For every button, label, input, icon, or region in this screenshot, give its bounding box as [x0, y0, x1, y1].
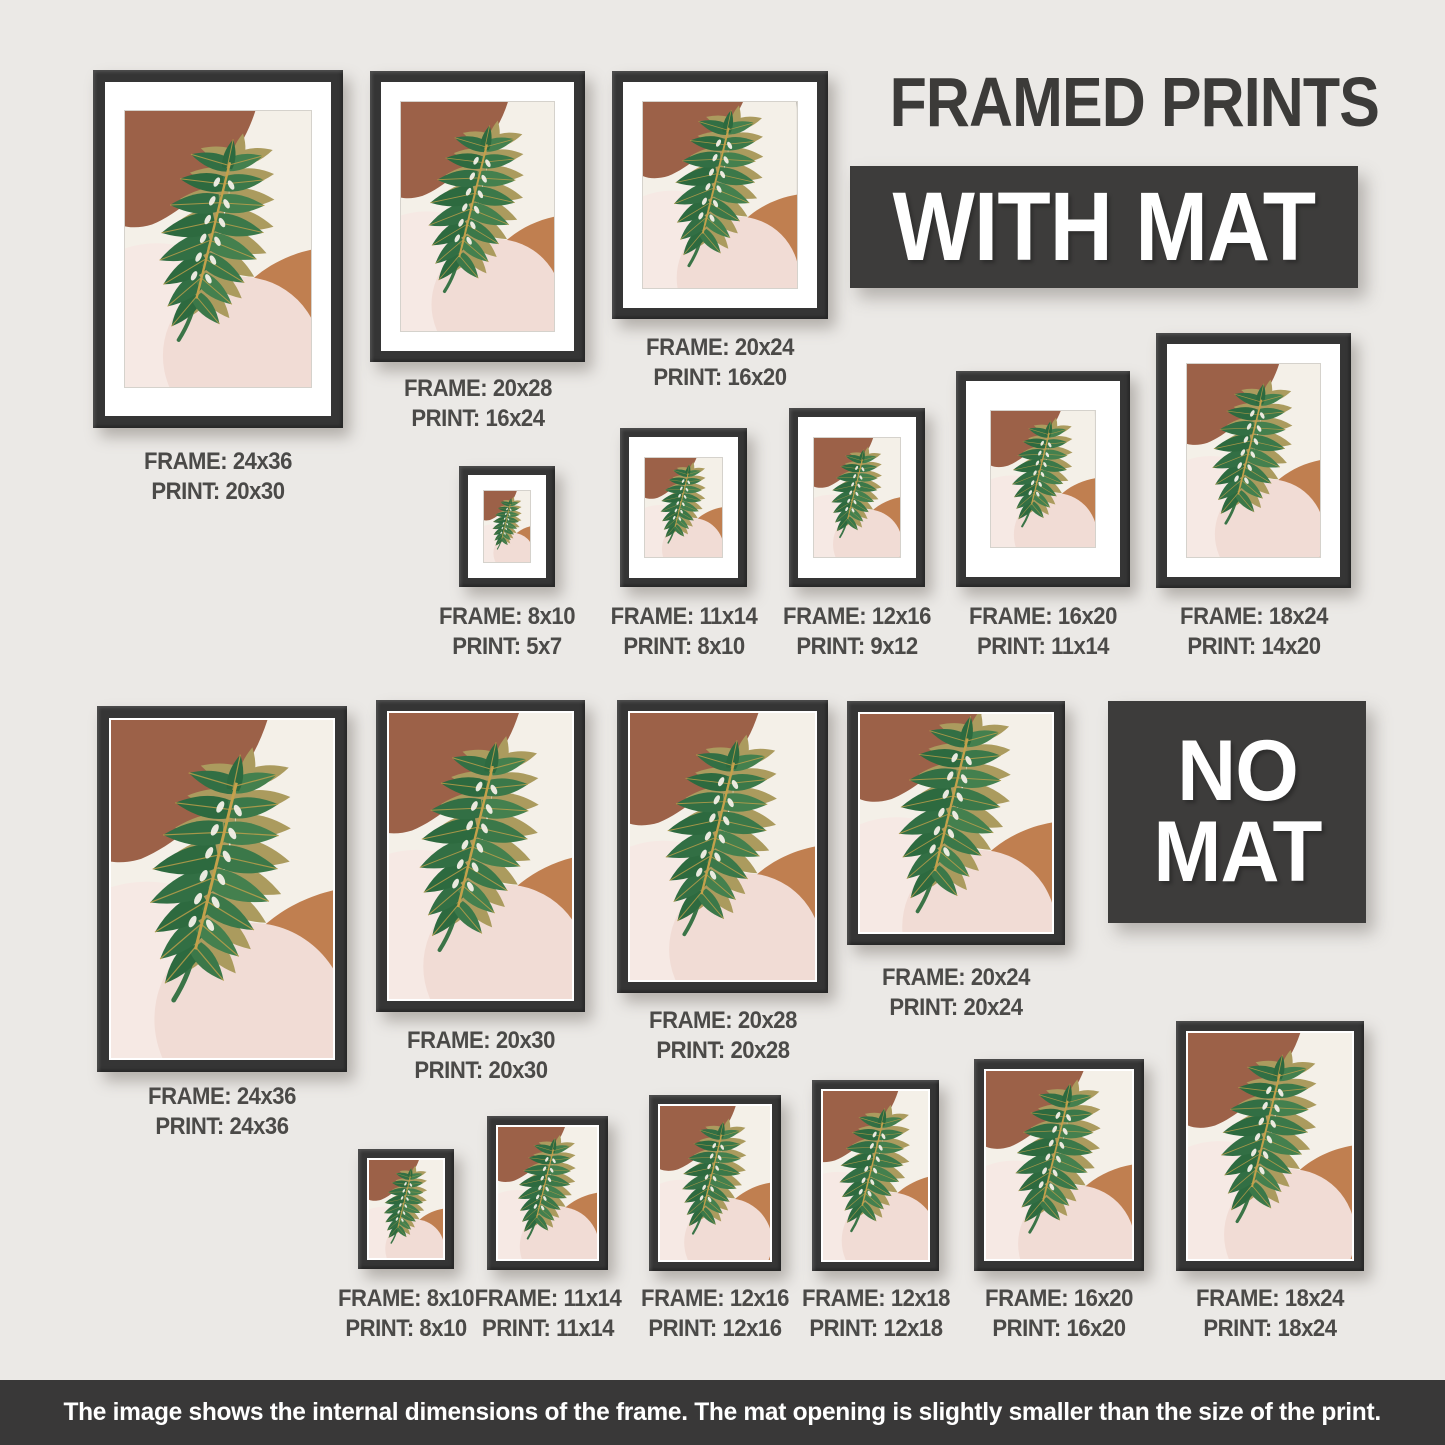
frame-size-text: FRAME: 12x18: [801, 1285, 950, 1312]
white-mat: [966, 381, 1120, 577]
frame-inner-edge: [1186, 1031, 1354, 1261]
framed-print-with-mat: [789, 408, 925, 587]
size-label: [802, 1284, 950, 1345]
print-size-text: PRINT: 20x24: [889, 994, 1023, 1022]
frame-inner-edge: [821, 1089, 930, 1262]
framed-print-no-mat: [847, 701, 1065, 945]
monstera-artwork: [823, 1091, 928, 1260]
print-size-text: PRINT: 12x16: [648, 1315, 782, 1343]
frame-size-text: FRAME: 12x16: [641, 1285, 789, 1312]
frame-size-text: FRAME: 8x10: [337, 1285, 475, 1312]
monstera-artwork: [1188, 1033, 1352, 1259]
monstera-artwork: [644, 457, 723, 558]
page-title: FRAMED PRINTS: [889, 63, 1379, 141]
frame-size-text: FRAME: 20x28: [403, 375, 552, 402]
frame-inner-edge: [658, 1104, 772, 1262]
size-label: [1196, 1284, 1344, 1345]
print-size-text: PRINT: 16x20: [653, 364, 787, 392]
frame-size-text: FRAME: 8x10: [438, 603, 576, 630]
size-label: [407, 1026, 555, 1087]
framed-print-no-mat: [649, 1095, 781, 1271]
frame-inner-edge: [496, 1125, 599, 1261]
frame-inner-edge: [628, 711, 817, 982]
white-mat: [623, 82, 817, 308]
frame-size-text: FRAME: 20x24: [882, 964, 1030, 991]
print-size-text: PRINT: 16x24: [410, 405, 545, 433]
monstera-artwork: [986, 1071, 1132, 1259]
frame-size-text: FRAME: 24x36: [148, 1083, 296, 1110]
print-size-text: PRINT: 11x14: [481, 1315, 614, 1343]
print-size-text: PRINT: 9x12: [796, 633, 918, 661]
size-label: [985, 1284, 1133, 1345]
size-label: [646, 333, 794, 394]
frame-inner-edge: [984, 1069, 1134, 1261]
print-size-text: PRINT: 18x24: [1203, 1315, 1337, 1343]
frame-size-text: FRAME: 16x20: [969, 603, 1117, 630]
framed-print-no-mat: [1176, 1021, 1364, 1271]
frame-size-text: FRAME: 12x16: [783, 603, 931, 630]
print-size-text: PRINT: 20x30: [151, 478, 285, 506]
frame-size-text: FRAME: 11x14: [610, 603, 757, 630]
monstera-artwork: [860, 714, 1052, 932]
no-mat-badge: NO MAT: [1108, 701, 1366, 923]
framed-print-no-mat: [97, 706, 347, 1072]
monstera-artwork: [400, 101, 554, 332]
framed-print-no-mat: [376, 700, 585, 1012]
framed-print-with-mat: [370, 71, 585, 362]
size-label: [148, 1082, 296, 1143]
print-size-text: PRINT: 5x7: [452, 633, 562, 661]
framed-print-with-mat: [1156, 333, 1351, 588]
footer-note: The image shows the internal dimensions of the frame. The mat opening is slightly smaller than the size of the print.: [0, 1380, 1445, 1445]
white-mat: [105, 82, 331, 416]
monstera-artwork: [630, 713, 815, 980]
frame-size-text: FRAME: 18x24: [1196, 1285, 1344, 1312]
monstera-artwork: [111, 720, 333, 1058]
print-size-text: PRINT: 24x36: [155, 1113, 289, 1141]
framed-print-no-mat: [358, 1149, 454, 1269]
size-label: [882, 963, 1030, 1024]
white-mat: [629, 437, 738, 578]
print-size-text: PRINT: 20x28: [655, 1037, 790, 1065]
monstera-artwork: [483, 490, 532, 562]
with-mat-badge: WITH MAT: [850, 166, 1358, 288]
size-label: [641, 1284, 789, 1345]
framed-print-no-mat: [812, 1080, 939, 1271]
size-label: [649, 1006, 797, 1067]
framed-print-with-mat: [956, 371, 1130, 587]
frame-size-text: FRAME: 20x30: [406, 1027, 555, 1054]
frame-inner-edge: [109, 718, 335, 1060]
white-mat: [468, 475, 546, 578]
print-size-text: PRINT: 14x20: [1186, 633, 1321, 661]
frame-inner-edge: [858, 712, 1054, 934]
monstera-artwork: [990, 410, 1096, 547]
print-size-text: PRINT: 20x30: [413, 1057, 548, 1085]
monstera-artwork: [369, 1160, 443, 1258]
framed-print-no-mat: [617, 700, 828, 993]
size-label: [474, 1284, 621, 1345]
monstera-artwork: [498, 1127, 597, 1259]
print-size-text: PRINT: 8x10: [345, 1315, 467, 1343]
frame-inner-edge: [367, 1158, 445, 1260]
size-label: [338, 1284, 474, 1345]
framed-print-with-mat: [620, 428, 747, 587]
size-label: [1180, 602, 1328, 663]
frame-size-text: FRAME: 11x14: [474, 1285, 621, 1312]
print-size-text: PRINT: 12x18: [808, 1315, 943, 1343]
frame-size-text: FRAME: 20x28: [648, 1007, 797, 1034]
framed-print-no-mat: [487, 1116, 608, 1270]
frame-size-text: FRAME: 24x36: [144, 448, 292, 475]
monstera-artwork: [660, 1106, 770, 1260]
size-label: [144, 447, 292, 508]
white-mat: [1167, 344, 1340, 577]
monstera-artwork: [1186, 363, 1321, 557]
print-size-text: PRINT: 16x20: [992, 1315, 1126, 1343]
monstera-artwork: [389, 713, 572, 999]
frame-size-text: FRAME: 18x24: [1179, 603, 1328, 630]
framed-print-with-mat: [93, 70, 343, 428]
framed-print-no-mat: [974, 1059, 1144, 1271]
print-size-text: PRINT: 8x10: [622, 633, 745, 661]
monstera-artwork: [813, 437, 902, 558]
frame-inner-edge: [387, 711, 574, 1001]
frame-size-text: FRAME: 20x24: [646, 334, 794, 361]
white-mat: [381, 82, 574, 351]
size-label: [439, 602, 575, 663]
size-label: [783, 602, 931, 663]
size-label: [610, 602, 757, 663]
size-label: [969, 602, 1117, 663]
framed-print-with-mat: [612, 71, 828, 319]
print-size-text: PRINT: 11x14: [977, 633, 1109, 661]
monstera-artwork: [642, 101, 797, 289]
white-mat: [798, 417, 916, 578]
framed-print-with-mat: [459, 466, 555, 587]
monstera-artwork: [124, 110, 312, 388]
size-label: [404, 374, 552, 435]
frame-size-text: FRAME: 16x20: [985, 1285, 1133, 1312]
